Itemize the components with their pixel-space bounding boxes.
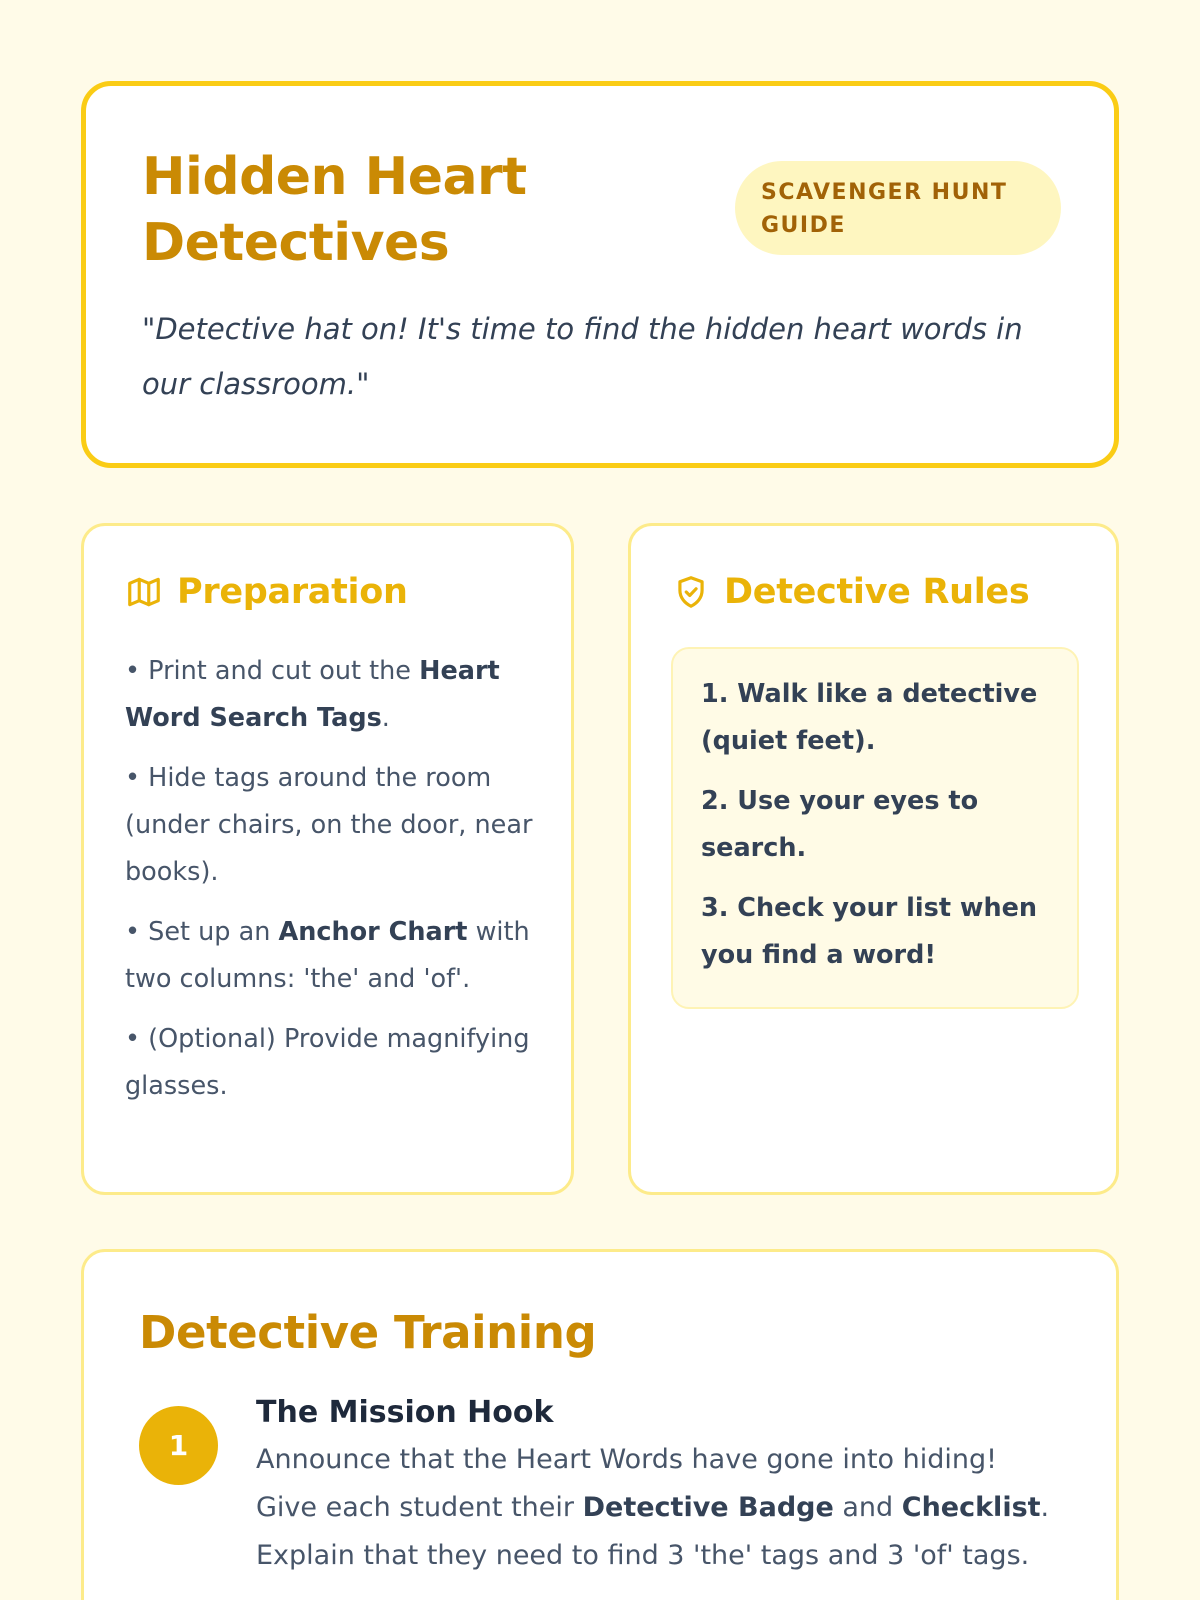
rules-header (672, 570, 1029, 614)
rules-card (628, 523, 1119, 1195)
rule-item: 1. Walk like a detective (quiet feet). (701, 679, 1038, 756)
step-number-badge: 1 (139, 1406, 218, 1485)
training-card (81, 1249, 1119, 1600)
list-item: • (Optional) Provide magnifying glasses. (125, 1024, 530, 1101)
rule-item: 3. Check your list when you find a word! (701, 893, 1038, 970)
page-title: Hidden Heart Detectives (142, 147, 527, 273)
training-title: Detective Training (139, 1306, 597, 1359)
rule-item: 2. Use your eyes to search. (701, 786, 979, 863)
step-body (256, 1395, 1066, 1580)
header-card (81, 81, 1119, 468)
step-text: Announce that the Heart Words have gone into hiding! Give each student their Detective Badge and Checklist. Explain that they need to find 3 'the' tags and 3 'of' tags. (256, 1444, 1050, 1571)
intro-quote: "Detective hat on! It's time to find the hidden heart words in our classroom." (142, 312, 1023, 401)
preparation-title: Preparation (177, 572, 408, 612)
shield-check-icon (672, 573, 710, 611)
list-item: • Set up an Anchor Chart with two columns: 'the' and 'of'. (125, 917, 530, 994)
preparation-list (125, 648, 545, 1123)
list-item: • Hide tags around the room (under chairs, on the door, near books). (125, 763, 533, 887)
list-item: • Print and cut out the Heart Word Search Tags. (125, 656, 500, 733)
preparation-card (81, 523, 574, 1195)
rules-box (671, 647, 1079, 1009)
step-title: The Mission Hook (256, 1395, 554, 1430)
guide-badge: SCAVENGER HUNT GUIDE (735, 161, 1061, 255)
map-icon (125, 573, 163, 611)
preparation-header (125, 570, 408, 614)
rules-title: Detective Rules (724, 572, 1030, 612)
